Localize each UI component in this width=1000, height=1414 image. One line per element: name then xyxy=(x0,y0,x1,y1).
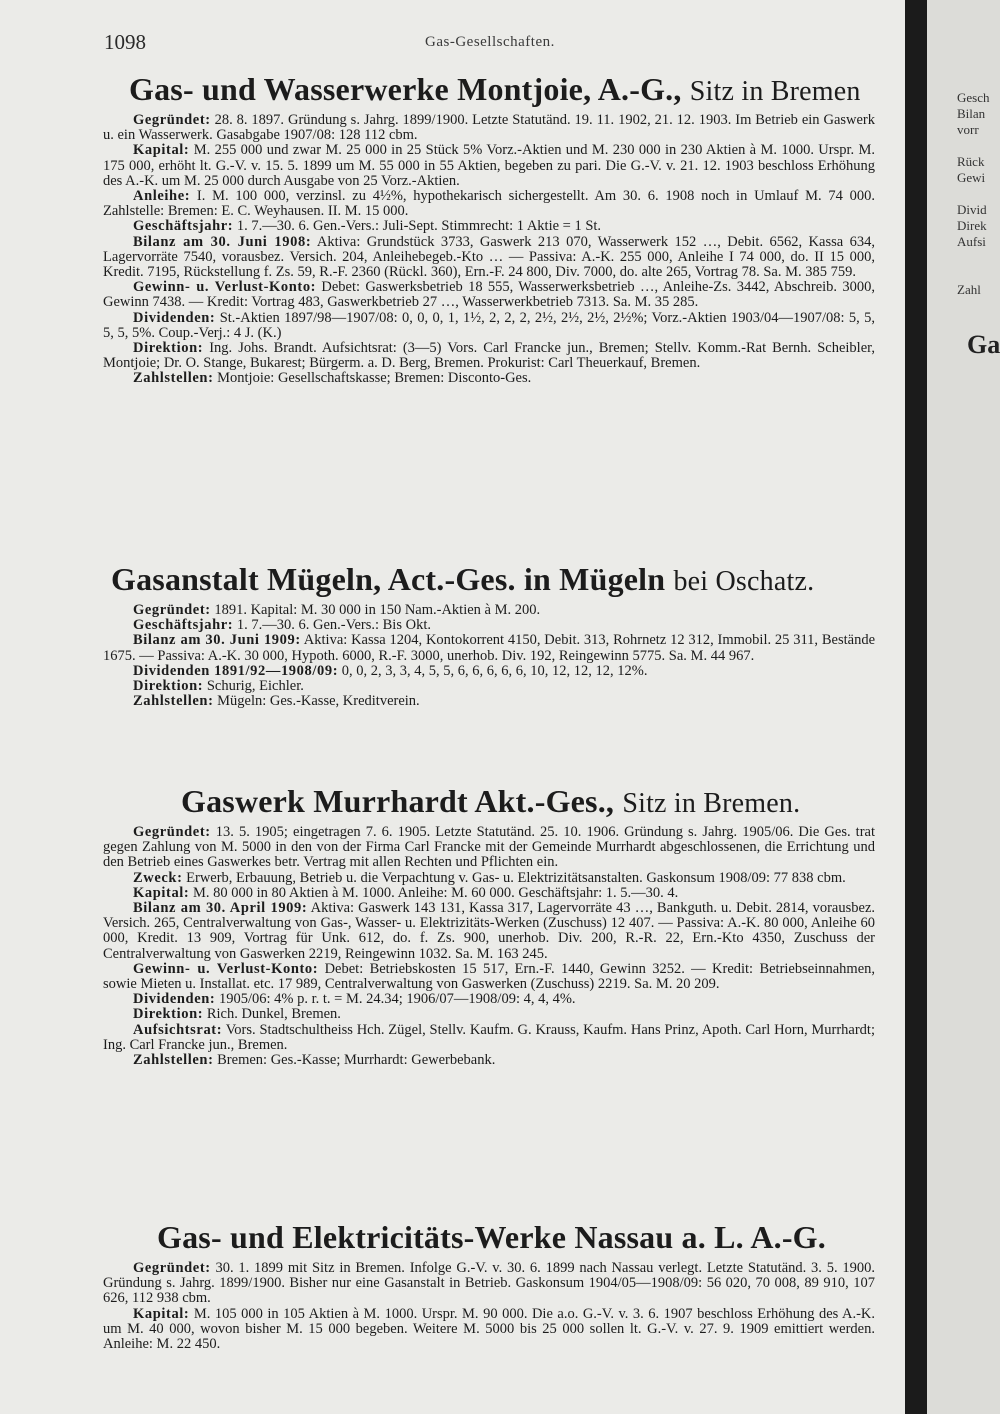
entry-paragraph xyxy=(103,618,875,633)
field-label: Kapital: xyxy=(133,1305,190,1322)
entry-paragraph xyxy=(103,113,875,143)
field-label: Zahlstellen: xyxy=(133,693,214,710)
field-label: Gewinn- u. Verlust-Konto: xyxy=(133,279,317,296)
company-title xyxy=(103,782,875,823)
company-seat: Sitz in Bremen. xyxy=(622,788,801,819)
field-text: 1891. Kapital: M. 30 000 in 150 Nam.-Aktien à M. 200. xyxy=(214,602,541,618)
adjacent-text-fragment: Direk xyxy=(957,218,987,233)
entry-paragraph xyxy=(103,280,875,310)
company-entry-murrhardt xyxy=(103,782,875,1068)
adjacent-text-fragment: Bilan xyxy=(957,106,986,121)
entry-paragraph xyxy=(103,962,875,992)
field-label: Bilanz am 30. Juni 1909: xyxy=(133,632,301,649)
field-label: Aufsichtsrat: xyxy=(133,1021,223,1038)
entry-paragraph xyxy=(103,189,875,219)
company-entry-montjoie xyxy=(103,70,875,387)
field-text: Bremen: Ges.-Kasse; Murrhardt: Gewerbebank. xyxy=(217,1052,496,1069)
adjacent-text-fragment: vorr xyxy=(957,122,979,137)
company-entry-nassau xyxy=(103,1218,875,1352)
field-text: 28. 8. 1897. Gründung s. Jahrg. 1899/1900. Letzte Statutänd. 19. 11. 1902, 21. 12. 1903. Im Betrieb ein Gaswerk u. ein Wasserwerk. Gasabgabe 1907/08: 128 112 cbm. xyxy=(103,112,876,144)
entry-paragraph xyxy=(103,694,875,709)
field-text: 1905/06: 4% p. r. t. = M. 24.34; 1906/07—1908/09: 4, 4, 4%. xyxy=(218,991,576,1008)
company-name: Gaswerk Murrhardt Akt.-Ges., xyxy=(181,783,615,819)
entry-paragraph xyxy=(103,311,875,341)
field-label: Bilanz am 30. Juni 1908: xyxy=(133,233,312,250)
field-label: Gegründet: xyxy=(133,1260,211,1276)
adjacent-text-fragment: Gewi xyxy=(957,170,986,185)
field-label: Dividenden 1891/92—1908/09: xyxy=(133,662,339,679)
field-text: Ing. Johs. Brandt. Aufsichtsrat: (3—5) Vors. Carl Francke jun., Bremen; Stellv. Komm.-Rat Bernh. Scheibler, Montjoie; Dr. O. Stange, Bukarest; Bürgerm. a. D. Berg, Bremen. Prokurist: Carl Theuerkauf, Bremen. xyxy=(103,340,875,372)
field-text: 1. 7.—30. 6. Gen.-Vers.: Bis Okt. xyxy=(236,617,431,634)
field-label: Geschäftsjahr: xyxy=(133,218,234,235)
field-label: Gewinn- u. Verlust-Konto: xyxy=(133,960,319,977)
adjacent-text-fragment: Divid xyxy=(957,202,987,217)
entry-paragraph xyxy=(103,1261,875,1307)
entry-paragraph xyxy=(103,871,875,886)
entry-paragraph xyxy=(103,1307,875,1353)
field-label: Direktion: xyxy=(133,1006,204,1023)
adjacent-page-edge xyxy=(927,0,1000,1414)
entry-paragraph xyxy=(103,341,875,371)
field-label: Direktion: xyxy=(133,340,204,357)
entry-paragraph xyxy=(103,825,875,871)
field-label: Dividenden: xyxy=(133,309,216,326)
entry-paragraph xyxy=(103,633,875,663)
field-text: Schurig, Eichler. xyxy=(206,678,304,695)
field-text: Aktiva: Grundstück 3733, Gaswerk 213 070, Wasserwerk 152 …, Debit. 6562, Kassa 634, Lagervorräte 7540, vorausbez. Versich. 204, Anleihebegeb.-Kto … — Passiva: A.-K. 255 000, Anleihe I 74 000, do. II 15 000, Kredit. 7195, Rückstellung f. Zs. 59, R.-F. 2360 (Rückl. 360), Ern.-F. 24 800, Div. 7000, do. alte 265, Vortrag 78. Sa. M. 385 759. xyxy=(103,233,875,281)
field-label: Zahlstellen: xyxy=(133,370,214,387)
entry-paragraph xyxy=(103,1053,875,1068)
company-entry-muegeln xyxy=(103,560,875,709)
field-label: Dividenden: xyxy=(133,991,216,1008)
company-seat: bei Oschatz. xyxy=(673,566,815,597)
field-label: Geschäftsjahr: xyxy=(133,617,234,634)
adjacent-text-fragment: Rück xyxy=(957,154,985,169)
field-label: Anleihe: xyxy=(133,188,191,205)
entry-paragraph xyxy=(103,219,875,234)
entry-paragraph xyxy=(103,1007,875,1022)
field-text: 13. 5. 1905; eingetragen 7. 6. 1905. Letzte Statutänd. 25. 10. 1906. Gründung s. Jahrg. 1905/06. Die Ges. trat gegen Zahlung von M. 5000 in den von der Firma Carl Francke mit der Gemeinde Murrhardt abgeschlossenen, die Errichtung und den Betrieb eines Gaswerkes betr. Vertrag mit allen Rechten und Pflichten ein. xyxy=(103,824,876,871)
field-text: St.-Aktien 1897/98—1907/08: 0, 0, 0, 1, 1½, 2, 2, 2, 2½, 2½, 2½, 2½%; Vorz.-Aktien 1903/04—1907/08: 5, 5, 5, 5, 5%. Coup.-Verj.: 4 J. (K.) xyxy=(103,309,876,341)
adjacent-text-fragment: Zahl xyxy=(957,282,981,297)
company-title xyxy=(103,70,875,111)
company-seat: Sitz in Bremen xyxy=(689,76,861,107)
field-text: Rich. Dunkel, Bremen. xyxy=(206,1006,341,1023)
field-text: Debet: Betriebskosten 15 517, Ern.-F. 1440, Gewinn 3252. — Kredit: Betriebseinnahmen, sowie Mieten u. Installat. etc. 17 989, Centralverwaltung von Gaswerken (Zuschuss) 2219. Sa. M. 20 209. xyxy=(103,960,875,993)
field-label: Bilanz am 30. April 1909: xyxy=(133,900,308,917)
field-label: Kapital: xyxy=(133,884,190,901)
entry-paragraph xyxy=(103,603,875,618)
entry-paragraph xyxy=(103,901,875,962)
adjacent-text-fragment: Aufsi xyxy=(957,234,986,249)
running-title: Gas-Gesellschaften. xyxy=(425,34,555,50)
field-text: Mügeln: Ges.-Kasse, Kreditverein. xyxy=(217,693,420,710)
field-label: Zweck: xyxy=(133,869,183,886)
field-label: Direktion: xyxy=(133,678,204,695)
adjacent-text-fragment: Gesch xyxy=(957,90,990,105)
field-label: Zahlstellen: xyxy=(133,1052,214,1069)
adjacent-heading-initial: Ga xyxy=(967,330,1000,359)
field-label: Kapital: xyxy=(133,142,190,159)
page-number: 1098 xyxy=(104,30,146,54)
entry-paragraph xyxy=(103,371,875,386)
field-text: Aktiva: Gaswerk 143 131, Kassa 317, Lagervorräte 43 …, Bankguth. u. Debit. 2814, vorausbez. Versich. 265, Centralverwaltung von Gas-, Wasser- u. Elektrizitäts-Werken (Zuschuss) 12 407. — Passiva: A.-K. 80 000, Anleihe 60 000, Kredit. 13 909, Vortrag für Unk. 612, do. f. Zs. 900, unerhob. Div. 200, R.-R. 22, Ern.-Kto 4350, Zuschuss der Centralverwaltung von Gaswerken 2219, Reingewinn 1032. Sa. M. 163 245. xyxy=(103,900,875,962)
field-text: Montjoie: Gesellschaftskasse; Bremen: Disconto-Ges. xyxy=(217,370,532,387)
company-name: Gasanstalt Mügeln, Act.-Ges. in Mügeln xyxy=(111,561,666,597)
company-title xyxy=(103,560,875,601)
entry-paragraph xyxy=(103,235,875,281)
field-text: M. 255 000 und zwar M. 25 000 in 25 Stück 5% Vorz.-Aktien und M. 230 000 in 230 Aktien à M. 1000. Urspr. M. 175 000, erhöht lt. G.-V. v. 15. 5. 1899 um M. 55 000 in 55 Aktien, begeben zu pari. Die G.-V. v. 21. 12. 1903 beschloss Erhöhung des A.-K. um M. 25 000 durch Ausgabe von 25 Vorz.-Aktien. xyxy=(103,142,876,189)
binding-gutter xyxy=(905,0,927,1414)
field-text: Vors. Stadtschultheiss Hch. Zügel, Stellv. Kaufm. G. Krauss, Kaufm. Hans Prinz, Apoth. Carl Horn, Murrhardt; Ing. Carl Francke jun., Bremen. xyxy=(103,1021,875,1053)
company-name: Gas- und Elektricitäts-Werke Nassau a. L. A.-G. xyxy=(157,1219,826,1255)
field-text: 30. 1. 1899 mit Sitz in Bremen. Infolge G.-V. v. 30. 6. 1899 nach Nassau verlegt. Letzte Statutänd. 3. 5. 1900. Gründung s. Jahrg. 1899/1900. Bisher nur eine Gasanstalt in Betrieb. Gaskonsum 1904/05—1908/09: 56 020, 70 008, 89 910, 107 626, 112 938 cbm. xyxy=(103,1260,876,1307)
field-label: Gegründet: xyxy=(133,112,211,128)
field-text: M. 105 000 in 105 Aktien à M. 1000. Urspr. M. 90 000. Die a.o. G.-V. v. 3. 6. 1907 beschloss Erhöhung des A.-K. um M. 40 000, wovon bisher M. 15 000 begeben. Weitere M. 5000 bis 25 000 sollen lt. G.-V. v. 27. 9. 1909 emittiert werden. Anleihe: M. 22 450. xyxy=(103,1305,876,1353)
entry-paragraph xyxy=(103,679,875,694)
field-text: 1. 7.—30. 6. Gen.-Vers.: Juli-Sept. Stimmrecht: 1 Aktie = 1 St. xyxy=(236,218,602,235)
entry-paragraph xyxy=(103,992,875,1007)
company-title xyxy=(103,1218,875,1259)
company-name: Gas- und Wasserwerke Montjoie, A.-G., xyxy=(129,71,682,107)
field-text: Aktiva: Kassa 1204, Kontokorrent 4150, Debit. 313, Rohrnetz 12 312, Immobil. 25 311, Bestände 1675. — Passiva: A.-K. 30 000, Hypoth. 6000, R.-F. 3000, unerhob. Div. 192, Reingewinn 5775. Sa. M. 44 967. xyxy=(103,632,876,664)
entry-paragraph xyxy=(103,143,875,189)
field-label: Gegründet: xyxy=(133,824,211,840)
entry-paragraph xyxy=(103,886,875,901)
entry-paragraph xyxy=(103,1023,875,1053)
field-text: M. 80 000 in 80 Aktien à M. 1000. Anleihe: M. 60 000. Geschäftsjahr: 1. 5.—30. 4. xyxy=(192,884,679,901)
field-text: Erwerb, Erbauung, Betrieb u. die Verpachtung v. Gas- u. Elektrizitätsanstalten. Gaskonsum 1908/09: 77 838 cbm. xyxy=(186,869,846,886)
field-text: Debet: Gaswerksbetrieb 18 555, Wasserwerksbetrieb …, Anleihe-Zs. 3442, Abschreib. 3000, Gewinn 7438. — Kredit: Vortrag 483, Gaswerkbetrieb 27 …, Wasserwerkbetrieb 7313. Sa. M. 35 285. xyxy=(103,279,875,311)
field-text: I. M. 100 000, verzinsl. zu 4½%, hypothekarisch sichergestellt. Am 30. 6. 1908 noch in Umlauf M. 74 000. Zahlstelle: Bremen: E. C. Weyhausen. II. M. 15 000. xyxy=(103,188,876,220)
entry-paragraph xyxy=(103,664,875,679)
field-label: Gegründet: xyxy=(133,602,211,618)
field-text: 0, 0, 2, 3, 3, 4, 5, 5, 6, 6, 6, 6, 6, 10, 12, 12, 12, 12%. xyxy=(341,662,648,679)
